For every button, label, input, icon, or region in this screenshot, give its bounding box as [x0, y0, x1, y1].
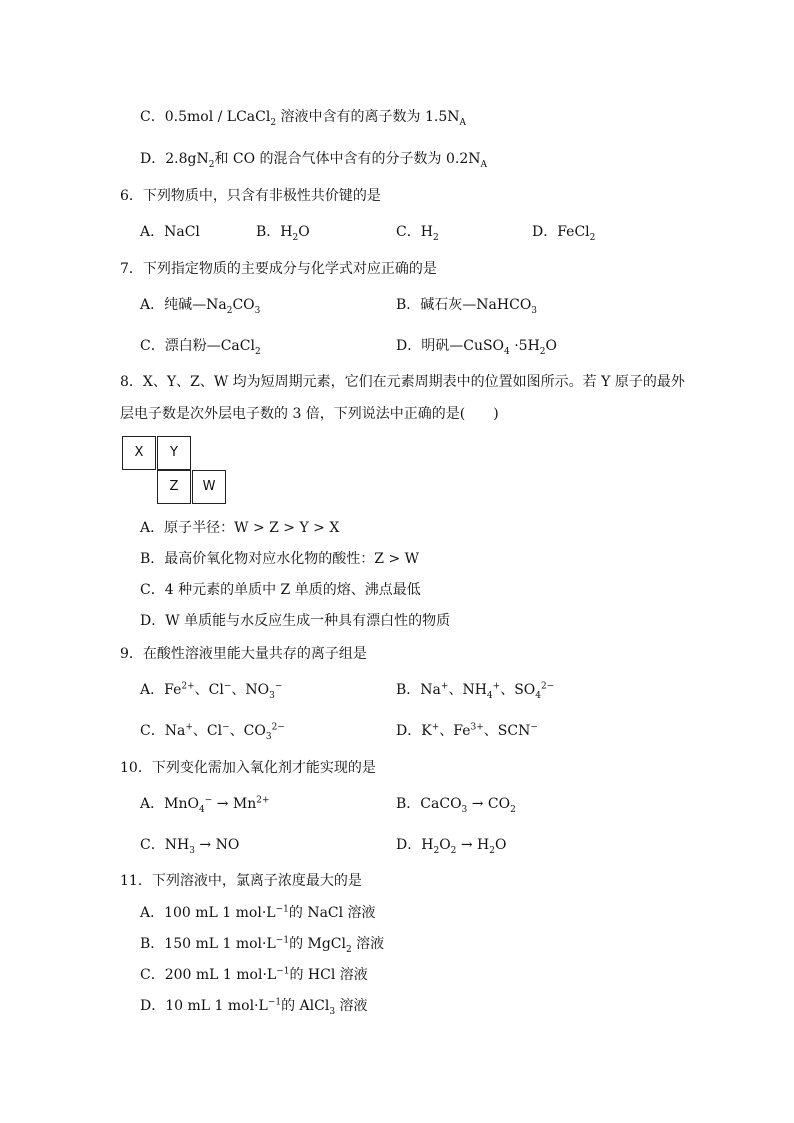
- q8-stem-line2: 层电子数是次外层电子数的 3 倍，下列说法中正确的是( ): [120, 406, 499, 422]
- cell-y: Y: [157, 436, 191, 470]
- q7-option-d: D．明矾—CuSO$_4$ $\cdot 5H_2O$: [396, 338, 558, 357]
- q5-option-c: C．0.5mol / LCaCl$_2$ 溶液中含有的离子数为 $1.5N_A$: [140, 109, 466, 128]
- q7-option-a: A．纯碱$—Na_2CO_3$: [140, 297, 261, 316]
- q5-option-d: D．$2.8gN_2$和 CO 的混合气体中含有的分子数为 $0.2N_A$: [140, 151, 488, 170]
- q8-option-d: D．W 单质能与水反应生成一种具有漂白性的物质: [140, 613, 451, 629]
- cell-w: W: [192, 470, 226, 504]
- q7-option-c: C．漂白粉—CaCl$_2$: [140, 338, 261, 357]
- q6-option-c: C．$H_2$: [396, 224, 439, 243]
- q10-option-a: A．$MnO_4^- \to Mn^{2+}$: [140, 795, 270, 815]
- q9-option-b: B．Na+、$NH_4^+$、$SO_4^{2-}$: [396, 681, 555, 701]
- q6-option-d: D．FeCl$_2$: [532, 224, 596, 243]
- q8-stem-line1: 8．X、Y、Z、W 均为短周期元素，它们在元素周期表中的位置如图所示。若 Y 原子的最外: [120, 374, 685, 390]
- cell-z: Z: [157, 470, 191, 504]
- q10-option-d: D．$H_2O_2 \to H_2O$: [396, 837, 507, 856]
- q9-option-c: C．Na+、Cl−、$CO_3^{2-}$: [140, 722, 285, 742]
- q11-option-a: A．100 mL 1 $mol\cdot L^{-1}$的 NaCl 溶液: [140, 904, 376, 921]
- q7-stem: 7．下列指定物质的主要成分与化学式对应正确的是: [120, 261, 437, 277]
- q6-option-b: B．$H_2O$: [256, 224, 310, 243]
- q8-option-b: B．最高价氧化物对应水化物的酸性：Z > W: [140, 551, 420, 567]
- q8-option-a: A．原子半径：W > Z > Y > X: [140, 520, 340, 536]
- cell-x: X: [122, 436, 156, 470]
- q11-option-d: D．10 mL 1 $mol\cdot L^{-1}$的 AlCl$_3$ 溶液: [140, 997, 368, 1017]
- q9-option-d: D．K+、$Fe^{3+}$、SCN−: [396, 722, 538, 739]
- q9-option-a: A．$Fe^{2+}$、Cl−、$NO_3^-$: [140, 681, 283, 701]
- q8-option-c: C．4 种元素的单质中 Z 单质的熔、沸点最低: [140, 582, 421, 598]
- periodic-table-fragment: [122, 436, 230, 504]
- q10-option-c: C．$NH_3$ → NO: [140, 837, 240, 856]
- q11-option-c: C．200 mL 1 $mol\cdot L^{-1}$的 HCl 溶液: [140, 966, 368, 983]
- q6-stem: 6．下列物质中，只含有非极性共价键的是: [120, 188, 381, 204]
- q6-option-a: A．NaCl: [140, 224, 200, 240]
- q10-option-b: B．CaCO$_3$ → $CO_2$: [396, 796, 516, 815]
- q10-stem: 10．下列变化需加入氧化剂才能实现的是: [120, 760, 376, 776]
- q11-option-b: B．150 mL 1 $mol\cdot L^{-1}$的 MgCl$_2$ 溶液: [140, 935, 385, 955]
- q9-stem: 9．在酸性溶液里能大量共存的离子组是: [120, 646, 367, 662]
- q7-option-b: B．碱石灰—NaHCO$_3$: [396, 297, 538, 316]
- q11-stem: 11．下列溶液中，氯离子浓度最大的是: [120, 873, 362, 889]
